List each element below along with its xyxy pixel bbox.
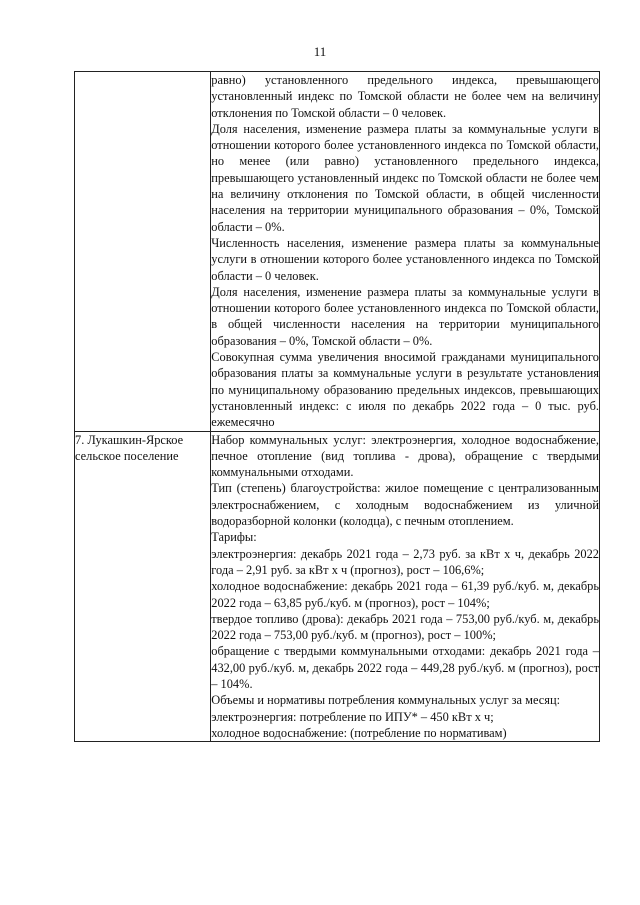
paragraph: электроэнергия: потребление по ИПУ* – 450 кВт х ч; [211,709,494,724]
paragraph: Доля населения, изменение размера платы за коммунальные услуги в отношении которого более установленного индекса по Томской области, в общей численности населения на территории муниципального образования – 0%, Томской области – 0%. [211,284,599,348]
details-cell [211,431,600,742]
paragraph: Тип (степень) благоустройства: жилое помещение с централизованным электроснабжением, с холодным водоснабжением из уличной водоразборной колонки (колодца), с печным отоплением. [211,481,599,529]
details-cell [211,72,600,432]
page-number: 11 [313,44,327,59]
paragraph: Объемы и нормативы потребления коммунальных услуг за месяц: [211,693,561,708]
paragraph: обращение с твердыми коммунальными отходами: декабрь 2021 года – 432,00 руб./куб. м, декабрь 2022 года – 449,28 руб./куб. м (прогноз), рост – 104%. [211,644,599,691]
paragraph: Численность населения, изменение размера платы за коммунальные услуги в отношении которого более установленного индекса по Томской области – 0 человек. [211,235,599,283]
paragraph: холодное водоснабжение: (потребление по нормативам) [211,725,507,740]
table-row [75,72,600,432]
paragraph: Набор коммунальных услуг: электроэнергия, холодное водоснабжение, печное отопление (вид топлива - дрова), обращение с твердыми коммунальными отходами. [211,432,599,480]
municipality-cell: 7. Лукашкин-Ярское сельское поселение [75,431,211,742]
document-table [74,71,600,742]
table-row [75,431,600,742]
paragraph: Совокупная сумма увеличения вносимой гражданами муниципального образования платы за коммунальные услуги в результате установления по муниципальному образованию предельных индексов, превышающих установленный индекс: с июля по декабрь 2022 года – 0 тыс. руб. ежемесячно [211,350,599,430]
paragraph: электроэнергия: декабрь 2021 года – 2,73 руб. за кВт х ч, декабрь 2022 года – 2,91 руб. за кВт х ч (прогноз), рост – 106,6%; [211,546,599,577]
paragraph: твердое топливо (дрова): декабрь 2021 года – 753,00 руб./куб. м, декабрь 2022 года – 753,00 руб./куб. м (прогноз), рост – 100%; [211,611,599,643]
municipality-cell [75,72,211,432]
paragraph: Тарифы: [211,530,257,545]
paragraph: Доля населения, изменение размера платы за коммунальные услуги в отношении которого более установленного индекса по Томской области, но менее (или равно) установленного предельного индекса, превышающего установленный индекс по Томской области не более чем на величину отклонения по Томской области, в общей численности населения на территории муниципального образования – 0%, Томской области – 0%. [211,121,599,234]
paragraph: равно) установленного предельного индекса, превышающего установленный индекс по Томской области не более чем на величину отклонения по Томской области – 0 человек. [211,73,599,120]
paragraph: холодное водоснабжение: декабрь 2021 года – 61,39 руб./куб. м, декабрь 2022 года – 63,85 руб./куб. м (прогноз), рост – 104%; [211,579,599,610]
